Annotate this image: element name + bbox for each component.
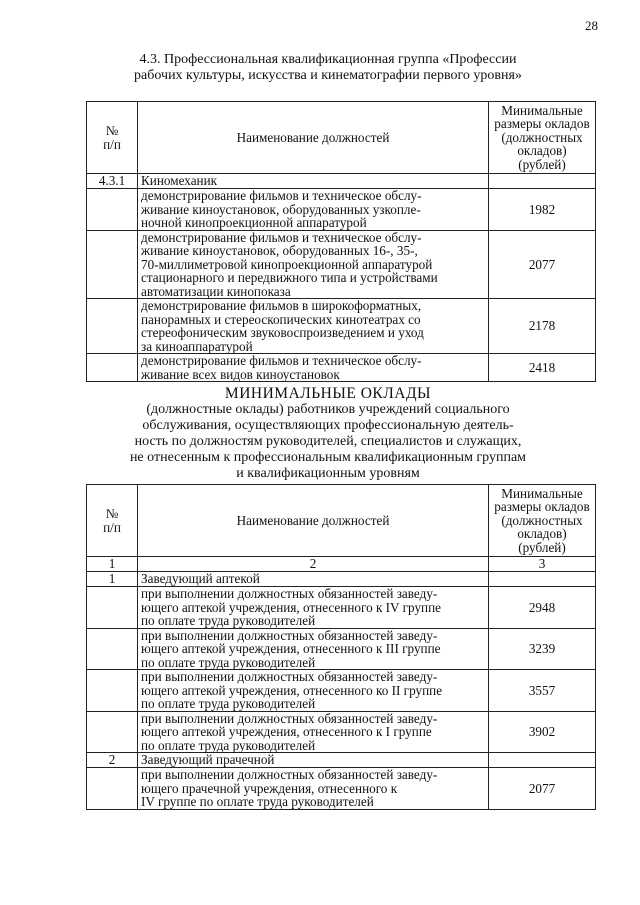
text-line: по оплате труда руководителей: [141, 613, 316, 628]
text-line: ющего аптекой учреждения, отнесенного ко II группе: [141, 682, 443, 698]
table-header-row: [87, 102, 596, 174]
salary-value: 2948: [489, 587, 596, 629]
position-text: [138, 299, 489, 354]
text-line: стереофоническим звуковоспроизведением и уход: [141, 325, 424, 340]
group-salary-empty: [489, 174, 596, 189]
header-salary-line: (рублей): [518, 539, 566, 555]
title-heading: МИНИМАЛЬНЫЕ ОКЛАДЫ: [224, 385, 432, 402]
group-num: 2: [87, 753, 138, 768]
text-line: при выполнении должностных обязанностей заведу-: [141, 767, 438, 782]
header-num: [87, 102, 138, 174]
table-row: [87, 711, 596, 753]
header-num-symbol: №: [105, 506, 119, 521]
salary-value: 2077: [489, 230, 596, 299]
text-line: ющего аптекой учреждения, отнесенного к I группе: [141, 724, 432, 739]
header-salary-line: окладов): [517, 143, 567, 159]
text-line: живание киноустановок, оборудованных 16-, 35-,: [141, 243, 418, 258]
header-name: Наименование должностей: [138, 485, 489, 557]
position-text: [138, 670, 489, 712]
header-salary-line: Минимальные: [501, 485, 583, 501]
text-line: по оплате труда руководителей: [141, 737, 316, 753]
header-salary-line: окладов): [517, 526, 567, 542]
title-line: (должностные оклады) работников учреждений социального: [146, 402, 510, 417]
position-text: [138, 628, 489, 670]
salary-value: 2178: [489, 299, 596, 354]
text-line: по оплате труда руководителей: [141, 696, 316, 711]
text-line: 70-миллиметровой кинопроекционной аппаратурой: [141, 256, 433, 272]
text-line: демонстрирование фильмов и техническое обслу-: [141, 188, 422, 203]
table-row: [87, 587, 596, 629]
text-line: ночной кинопроекционной аппаратурой: [141, 215, 367, 230]
group-row: [87, 174, 596, 189]
text-line: панорамных и стереоскопических кинотеатрах со: [141, 311, 421, 327]
table-min-salaries: [86, 484, 596, 810]
column-number: 3: [489, 557, 596, 572]
text-line: при выполнении должностных обязанностей заведу-: [141, 669, 438, 684]
header-salary: [489, 485, 596, 557]
header-name: Наименование должностей: [138, 102, 489, 174]
header-salary-line: (должностных: [501, 512, 583, 528]
salary-value: 3239: [489, 628, 596, 670]
text-line: ющего аптекой учреждения, отнесенного к IV группе: [141, 599, 442, 615]
text-line: стационарного и передвижного типа и устройствами: [141, 270, 438, 285]
header-salary: [489, 102, 596, 174]
title-line: ность по должностям руководителей, специалистов и служащих,: [134, 434, 522, 449]
header-salary-line: Минимальные: [501, 102, 583, 118]
group-name: Киномеханик: [138, 174, 489, 189]
page-number: 28: [585, 18, 598, 33]
position-text: [138, 189, 489, 231]
text-line: по оплате труда руководителей: [141, 654, 316, 670]
table-header-row: [87, 485, 596, 557]
table-row: [87, 354, 596, 382]
header-num-symbol: №: [105, 123, 119, 138]
section-4-3-title: [88, 52, 568, 84]
text-line: за киноаппаратурой: [141, 338, 253, 354]
position-text: [138, 768, 489, 810]
text-line: IV группе по оплате труда руководителей: [141, 794, 374, 809]
text-line: демонстрирование фильмов в широкоформатных,: [141, 298, 422, 313]
title-line: обслуживания, осуществляющих профессиональную деятель-: [142, 418, 514, 433]
group-num: 4.3.1: [87, 174, 138, 189]
group-name: Заведующий аптекой: [138, 572, 489, 587]
text-line: ющего прачечной учреждения, отнесенного к: [141, 780, 398, 796]
header-salary-line: (должностных: [501, 129, 583, 145]
title-line: 4.3. Профессиональная квалификационная группа «Профессии: [139, 52, 517, 67]
text-line: живание киноустановок, оборудованных узкопле-: [141, 201, 421, 217]
column-number-row: [87, 557, 596, 572]
table-row: [87, 189, 596, 231]
group-num: 1: [87, 572, 138, 587]
salary-value: 2418: [489, 354, 596, 382]
header-num-label: п/п: [103, 136, 121, 152]
section-min-salaries-title: [88, 386, 568, 482]
title-line: и квалификационным уровням: [236, 466, 420, 481]
salary-value: 1982: [489, 189, 596, 231]
group-row: [87, 572, 596, 587]
header-num-label: п/п: [103, 519, 121, 535]
title-line: рабочих культуры, искусства и кинематографии первого уровня»: [134, 68, 522, 83]
group-name: Заведующий прачечной: [138, 753, 489, 768]
table-section-4-3: [86, 101, 596, 382]
header-num: [87, 485, 138, 557]
column-number: 1: [87, 557, 138, 572]
table-row: [87, 299, 596, 354]
title-line: не отнесенным к профессиональным квалификационным группам: [129, 450, 527, 465]
text-line: при выполнении должностных обязанностей заведу-: [141, 710, 438, 726]
text-line: при выполнении должностных обязанностей заведу-: [141, 586, 438, 601]
table-row: [87, 628, 596, 670]
position-text: [138, 711, 489, 753]
salary-value: 2077: [489, 768, 596, 810]
text-line: живание всех видов киноустановок: [141, 366, 340, 382]
group-row: [87, 753, 596, 768]
salary-value: 3902: [489, 711, 596, 753]
text-line: ющего аптекой учреждения, отнесенного к III группе: [141, 641, 441, 656]
salary-value: 3557: [489, 670, 596, 712]
table-row: [87, 768, 596, 810]
column-number: 2: [138, 557, 489, 572]
header-salary-line: размеры окладов: [494, 499, 590, 515]
text-line: демонстрирование фильмов и техническое обслу-: [141, 229, 422, 245]
text-line: демонстрирование фильмов и техническое обслу-: [141, 353, 422, 368]
table-row: [87, 230, 596, 299]
position-text: [138, 354, 489, 382]
header-salary-line: размеры окладов: [494, 116, 590, 132]
header-salary-line: (рублей): [518, 156, 566, 172]
table-row: [87, 670, 596, 712]
position-text: [138, 230, 489, 299]
text-line: при выполнении должностных обязанностей заведу-: [141, 627, 438, 643]
text-line: автоматизации кинопоказа: [141, 283, 291, 299]
position-text: [138, 587, 489, 629]
